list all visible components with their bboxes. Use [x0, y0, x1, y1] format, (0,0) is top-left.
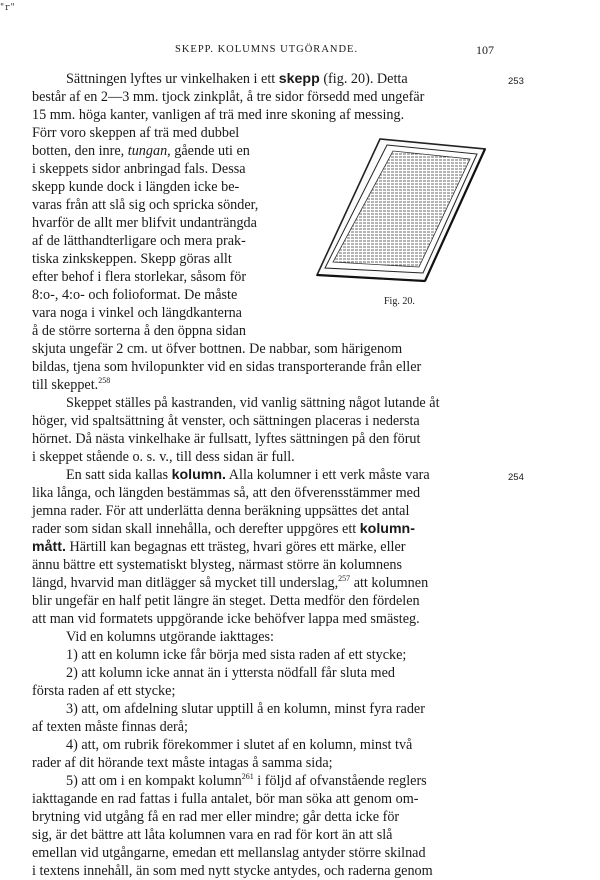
text-line: varas från att slå sig och spricka sönder,: [32, 197, 259, 213]
running-header: [0, 44, 600, 60]
text-line: af texten måste finnas derå;: [32, 719, 188, 735]
text-line: Skeppet ställes på kastranden, vid vanlig sättning något lutande åt: [66, 395, 440, 411]
text-line: rader af dit hörande text måste intagas å samma sida;: [32, 755, 333, 771]
text-line: består af en 2—3 mm. tjock zinkplåt, å tre sidor försedd med ungefär: [32, 89, 425, 105]
text-line: emellan vid utgångarne, emedan ett mellanslag antyder större skilnad: [32, 845, 426, 861]
text-line: att man vid formatets uppgörande icke behöfver lappa med smästeg.: [32, 611, 420, 627]
text-line: skepp kunde dock i längden icke be-: [32, 179, 240, 195]
term-kolumnmatt: kolumn-: [359, 521, 415, 537]
text-line: hvarför de allt mer blifvit undanträngda: [32, 215, 257, 231]
text-line: skjuta ungefär 2 cm. ut öfver bottnen. De nabbar, som härigenom: [32, 341, 403, 357]
text-line: Sättningen lyftes ur vinkelhaken i ett skepp (fig. 20). Detta 253: [32, 70, 544, 88]
text-line: iakttagande en rad fattas i fulla antalet, bör man söka att genom om-: [32, 791, 419, 807]
running-title: SKEPP. KOLUMNS UTGÖRANDE.: [175, 44, 359, 55]
text-line: lika långa, och längden bestämmas så, att den öfverensstämmer med: [32, 485, 421, 501]
text-line: i skeppet stående o. s. v., till dess sidan är full.: [32, 449, 295, 465]
text-line: första raden af ett stycke;: [32, 683, 176, 699]
term-tungan: tungan: [127, 143, 168, 159]
text-line: längd, hvarvid man ditlägger så mycket till underslag,$^{257}$ att kolumnen: [32, 574, 429, 591]
text-line: En satt sida kallas kolumn. Alla kolumner i ett verk måste vara 254: [32, 466, 544, 484]
text-line: 2) att kolumn icke annat än i yttersta nödfall får sluta med: [66, 665, 395, 681]
text-line: i textens innehåll, än som med nytt stycke antydes, och raderna genom: [32, 863, 433, 879]
text-line: 15 mm. höga kanter, vanligen af trä med inre skoning af messing.: [32, 107, 405, 123]
term-kolumn: kolumn.: [171, 467, 226, 483]
margin-number: 254: [508, 472, 524, 483]
text-line: tiska zinkskeppen. Skepp göras allt: [32, 251, 232, 267]
text-line: 8:o-, 4:o- och folioformat. De måste: [32, 287, 238, 303]
term-skepp: skepp: [278, 71, 320, 87]
text-line: jemna rader. För att underlätta denna beräkning uppsättes det antal: [32, 503, 410, 519]
text-line: ännu bättre ett systematiskt blysteg, närmast större än kolumnens: [32, 557, 402, 573]
footnote-ref: 261: [241, 772, 254, 781]
text-line: Förr voro skeppen af trä med dubbel: [32, 125, 240, 141]
footnote-ref: 258: [98, 376, 111, 385]
footnote-ref: 257: [338, 574, 351, 583]
figure-caption: Fig. 20.: [384, 296, 415, 307]
text-line: botten, den inre, tungan, gående uti en: [32, 143, 250, 159]
text-line: blir ungefär en half petit längre än steget. Detta medför den fördelen: [32, 593, 420, 609]
term-kolumnmatt-end: mått.: [32, 539, 66, 555]
text-line: mått. Härtill kan begagnas ett trästeg, hvari göres ett märke, eller: [32, 539, 406, 555]
text-line: efter behof i flera storlekar, såsom för: [32, 269, 247, 285]
body-text: [32, 70, 544, 880]
text-line: 5) att om i en kompakt kolumn$^{261}$ i följd af ofvanstående reglers: [66, 772, 427, 789]
text-line: till skeppet.$^{258}$: [32, 376, 111, 393]
text-line: brytning vid utgång få en rad mer eller mindre; går detta icke för: [32, 809, 400, 825]
text-line: vara noga i vinkel och längdkanterna: [32, 305, 242, 321]
text-line: 1) att en kolumn icke får börja med sista raden af ett stycke;: [66, 647, 407, 663]
text-line: höger, vid spaltsättning åt venster, och sättningen placeras i nedersta: [32, 413, 420, 429]
text-line: Vid en kolumns utgörande iakttages:: [66, 629, 274, 645]
text-line: rader som sidan skall innehålla, och derefter uppgöres ett kolumn-: [32, 521, 415, 537]
margin-number: 253: [508, 76, 524, 87]
text-line: sig, är det bättre att låta kolumnen vara en rad för kort än att slå: [32, 827, 393, 843]
text-line: bildas, tjena som hvilopunkter vid en sidas transporterande från eller: [32, 359, 422, 375]
text-line: 4) att, om rubrik förekommer i slutet af en kolumn, minst två: [66, 737, 413, 753]
text-line: i skeppets sidor anbringad fals. Dessa: [32, 161, 246, 177]
text-line: hörnet. Då nästa vinkelhake är fullsatt, lyftes sättningen på den förut: [32, 431, 421, 447]
text-line: af de lätthandterligare och mera prak-: [32, 233, 246, 249]
page-number: 107: [476, 43, 494, 57]
text-line: å de större sorterna å den öppna sidan: [32, 323, 246, 339]
corner-mark: "r": [0, 3, 16, 13]
text-line: 3) att, om afdelning slutar upptill å en kolumn, minst fyra rader: [66, 701, 425, 717]
